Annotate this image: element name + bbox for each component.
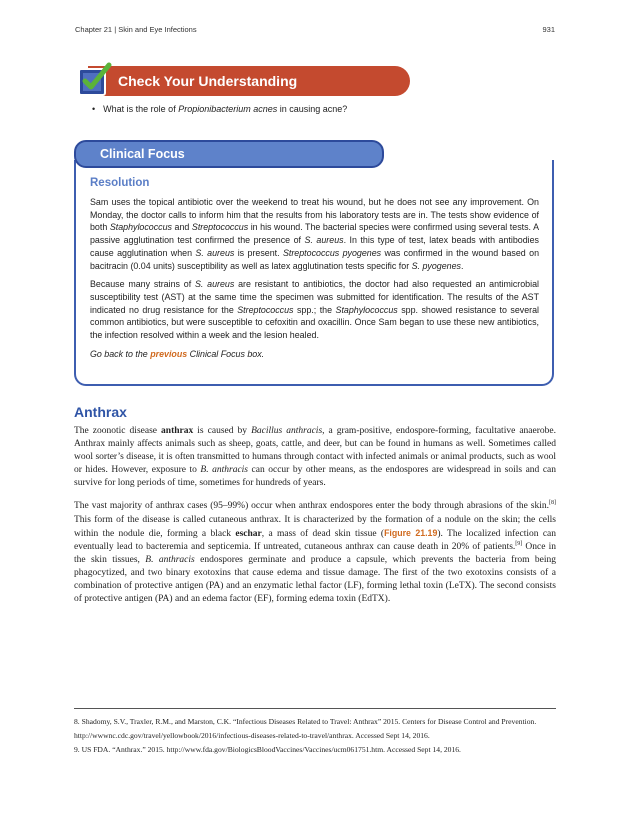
footnote: 9. US FDA. “Anthrax.” 2015. http://www.fda.gov/BiologicsBloodVaccines/Vaccines/ucm061751.htm. Accessed Sept 14, 2016. xyxy=(74,745,461,754)
clinical-focus-body xyxy=(90,196,539,366)
footnotes xyxy=(74,715,556,757)
footnote-ref[interactable]: [8] xyxy=(549,500,556,507)
clinical-focus-paragraph: Because many strains of S. aureus are resistant to antibiotics, the doctor had also requested an antimicrobial susceptibility test (AST) at the same time the specimen was submitted for identification. The results of the AST indicated no drug resistance for the Streptococcus spp.; the Staphylococcus spp. showed resistance to several common antibiotics, but were susceptible to cefoxitin and oxacillin. Once Sam began to use these new antibiotics, the infection resolved within a week and the lesion healed. xyxy=(90,279,539,341)
previous-clinical-focus-link[interactable]: previous xyxy=(150,348,188,359)
anthrax-paragraph: The vast majority of anthrax cases (95–99%) occur when anthrax endospores enter the body through abrasions of the skin.[8] This form of the disease is called cutaneous anthrax. It is characterized by the formation of a nodule on the skin; the cells within the nodule die, forming a black eschar, a mass of dead skin tissue (Figure 21.19). The localized infection can eventually lead to bacteremia and septicemia. If untreated, cutaneous anthrax can cause death in 20% of patients.[9] Once in the skin tissues, B. anthracis endospores germinate and produce a capsule, which prevents the bacteria from being phagocytized, and two binary exotoxins that cause edema and tissue damage. The first of the two exotoxins consists of a combination of protective antigen (PA) and an enzymatic lethal factor (LF), forming lethal toxin (LeTX). The second consists of protective antigen (PA) and an edema factor (EF), forming edema toxin (EdTX). xyxy=(74,500,557,605)
chapter-title: Chapter 21 | Skin and Eye Infections xyxy=(75,25,197,34)
page-header xyxy=(75,25,555,34)
clinical-focus-title: Clinical Focus xyxy=(100,147,185,161)
list-item: • What is the role of Propionibacterium acnes in causing acne? xyxy=(92,104,347,114)
figure-link[interactable]: Figure 21.19 xyxy=(384,527,438,538)
anthrax-body xyxy=(74,425,556,616)
check-understanding-list xyxy=(92,104,347,114)
section-title-anthrax: Anthrax xyxy=(74,404,127,420)
footnote-ref[interactable]: [9] xyxy=(515,540,523,547)
footnote: 8. Shadomy, S.V., Traxler, R.M., and Marston, C.K. “Infectious Diseases Related to Travel: Anthrax” 2015. Centers for Disease Control and Prevention. http://wwwnc.cdc.gov/travel/yellowbook/2016/infectious-diseases-related-to-travel/anthrax. Accessed Sept 14, 2016. xyxy=(74,717,537,740)
footnote-divider xyxy=(74,708,556,709)
anthrax-paragraph: The zoonotic disease anthrax is caused by Bacillus anthracis, a gram-positive, endospore-forming, facultative anaerobe. Anthrax mainly affects animals such as sheep, goats, cattle, and deer, but can be found in humans as well. Sometimes called wool sorter’s disease, it is often transmitted to humans through contact with infected animals or animal products, such as wool or hides. However, exposure to B. anthracis can occur by other means, as the endospores are widespread in soils and can survive for long periods of time, sometimes for hundreds of years. xyxy=(74,426,556,489)
check-understanding-title: Check Your Understanding xyxy=(118,73,298,89)
page-number: 931 xyxy=(542,25,555,34)
clinical-focus-back: Go back to the previous Clinical Focus box. xyxy=(90,348,265,359)
clinical-focus-heading: Resolution xyxy=(90,177,150,189)
clinical-focus-paragraph: Sam uses the topical antibiotic over the weekend to treat his wound, but he does not see any improvement. On Monday, the doctor calls to inform him that the results from his laboratory tests are in. The tests show evidence of both Staphylococcus and Streptococcus in his wound. The bacterial species were confirmed using several tests. A passive agglutination test confirmed the presence of S. aureus. In this type of test, latex beads with antibodies cause agglutination when S. aureus is present. Streptococcus pyogenes was confirmed in the wound based on bacitracin (0.04 units) susceptibility as well as latex agglutination tests specific for S. pyogenes. xyxy=(90,197,539,271)
checkbox-check-icon xyxy=(76,62,112,98)
